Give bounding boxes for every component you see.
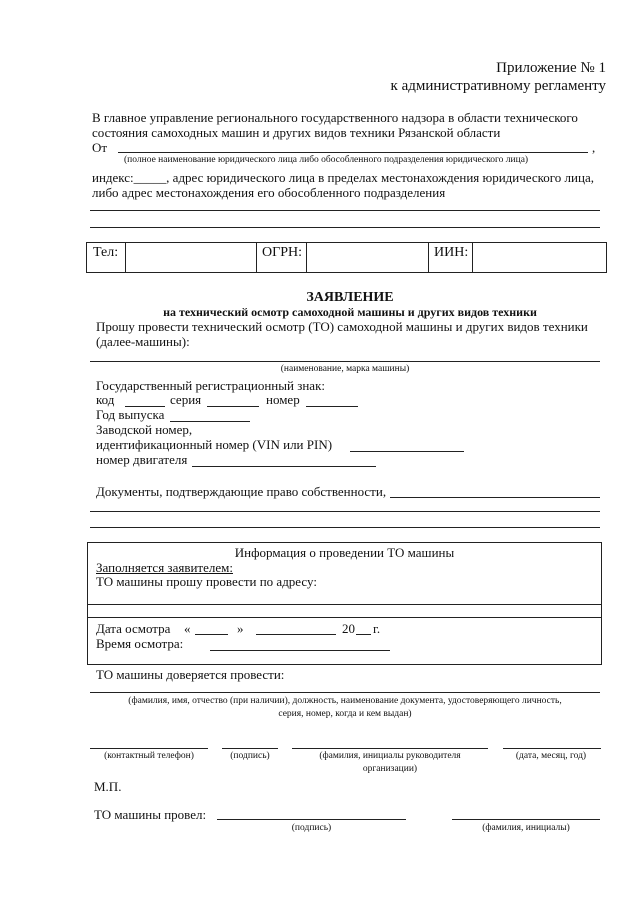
code-label: код (96, 392, 115, 407)
number-label: номер (266, 392, 300, 407)
vin-label: идентификационный номер (VIN или PIN) (96, 437, 333, 452)
date-sign-field[interactable] (503, 748, 601, 749)
docs-line-3[interactable] (90, 527, 600, 528)
machine-name-hint: (наименование, марка машины) (280, 364, 410, 374)
date-year-prefix: 20 (342, 621, 355, 636)
engine-label: номер двигателя (96, 452, 188, 467)
number-field[interactable] (306, 406, 358, 407)
sign-field[interactable] (222, 748, 278, 749)
date-month-field[interactable] (256, 634, 336, 635)
time-field[interactable] (210, 650, 390, 651)
phone-hint: (контактный телефон) (104, 751, 194, 761)
contacts-divider (428, 242, 429, 273)
date-day-field[interactable] (195, 634, 228, 635)
info-box-title: Информация о проведении ТО машины (234, 545, 455, 560)
from-field-line[interactable] (118, 152, 588, 153)
filled-by-label: Заполняется заявителем: (96, 560, 233, 575)
address-label: ТО машины прошу провести по адресу: (96, 574, 317, 589)
factory-label: Заводской номер, (96, 422, 193, 437)
request-line-1: Прошу провести технический осмотр (ТО) самоходной машины и других видов техники (96, 319, 588, 334)
recipient-line-1: В главное управление регионального государственного надзора в области технического (92, 110, 578, 125)
series-label: серия (170, 392, 202, 407)
from-label: От (92, 140, 108, 155)
docs-field[interactable] (390, 497, 600, 498)
ogrn-field[interactable] (308, 243, 427, 272)
stamp-label: М.П. (94, 779, 122, 794)
head-hint-1: (фамилия, инициалы руководителя (319, 751, 461, 761)
recipient-line-2: состояния самоходных машин и других видов техники Рязанской области (92, 125, 501, 140)
ogrn-label: ОГРН: (262, 245, 302, 260)
address-line-2[interactable] (90, 227, 600, 228)
year-label: Год выпуска (96, 407, 165, 422)
done-label: ТО машины провел: (94, 807, 207, 822)
docs-line-2[interactable] (90, 511, 600, 512)
document-title: ЗАЯВЛЕНИЕ (306, 290, 394, 305)
tel-field[interactable] (127, 243, 255, 272)
address-line-1[interactable] (90, 210, 600, 211)
trust-label: ТО машины доверяется провести: (96, 667, 285, 682)
tel-label: Тел: (93, 245, 119, 260)
index-line-2: либо адрес местонахождения его обособленного подразделения (92, 185, 446, 200)
appendix-title: Приложение № 1 (496, 60, 606, 76)
date-year-field[interactable] (356, 634, 371, 635)
contacts-divider (256, 242, 257, 273)
contacts-divider (472, 242, 473, 273)
date-year-suffix: г. (373, 621, 381, 636)
date-quote-open: « (184, 621, 191, 636)
engine-field[interactable] (192, 466, 376, 467)
trust-field[interactable] (90, 692, 600, 693)
trust-hint-2: серия, номер, когда и кем выдан) (278, 709, 412, 719)
docs-label: Документы, подтверждающие право собственности, (96, 484, 387, 499)
done-name-field[interactable] (452, 819, 600, 820)
request-line-2: (далее-машины): (96, 334, 190, 349)
done-sign-hint: (подпись) (291, 823, 332, 833)
contacts-divider (125, 242, 126, 273)
inn-label: ИИН: (434, 245, 469, 260)
vin-field[interactable] (350, 451, 464, 452)
date-sign-hint: (дата, месяц, год) (515, 751, 587, 761)
date-label: Дата осмотра (96, 621, 171, 636)
head-hint-2: организации) (362, 764, 418, 774)
index-line: индекс:_____, адрес юридического лица в пределах местонахождения юридического лица, (92, 170, 594, 185)
date-quote-close: » (237, 621, 244, 636)
reg-sign-label: Государственный регистрационный знак: (96, 378, 325, 393)
info-box-divider (87, 617, 602, 618)
series-field[interactable] (207, 406, 259, 407)
done-sign-field[interactable] (217, 819, 406, 820)
time-label: Время осмотра: (96, 636, 184, 651)
appendix-subtitle: к административному регламенту (390, 78, 606, 94)
trust-hint-1: (фамилия, имя, отчество (при наличии), должность, наименование документа, удостоверяющего личность, (128, 696, 562, 706)
inspection-address-field[interactable] (87, 604, 602, 605)
phone-field[interactable] (90, 748, 208, 749)
inn-field[interactable] (474, 243, 606, 272)
from-hint: (полное наименование юридического лица либо обособленного подразделения юридического лица) (124, 155, 529, 165)
from-comma: , (592, 140, 596, 155)
machine-name-field[interactable] (90, 361, 600, 362)
done-name-hint: (фамилия, инициалы) (482, 823, 570, 833)
contacts-divider (306, 242, 307, 273)
sign-hint: (подпись) (230, 751, 270, 761)
document-subtitle: на технический осмотр самоходной машины и других видов техники (163, 305, 537, 319)
head-name-field[interactable] (292, 748, 488, 749)
